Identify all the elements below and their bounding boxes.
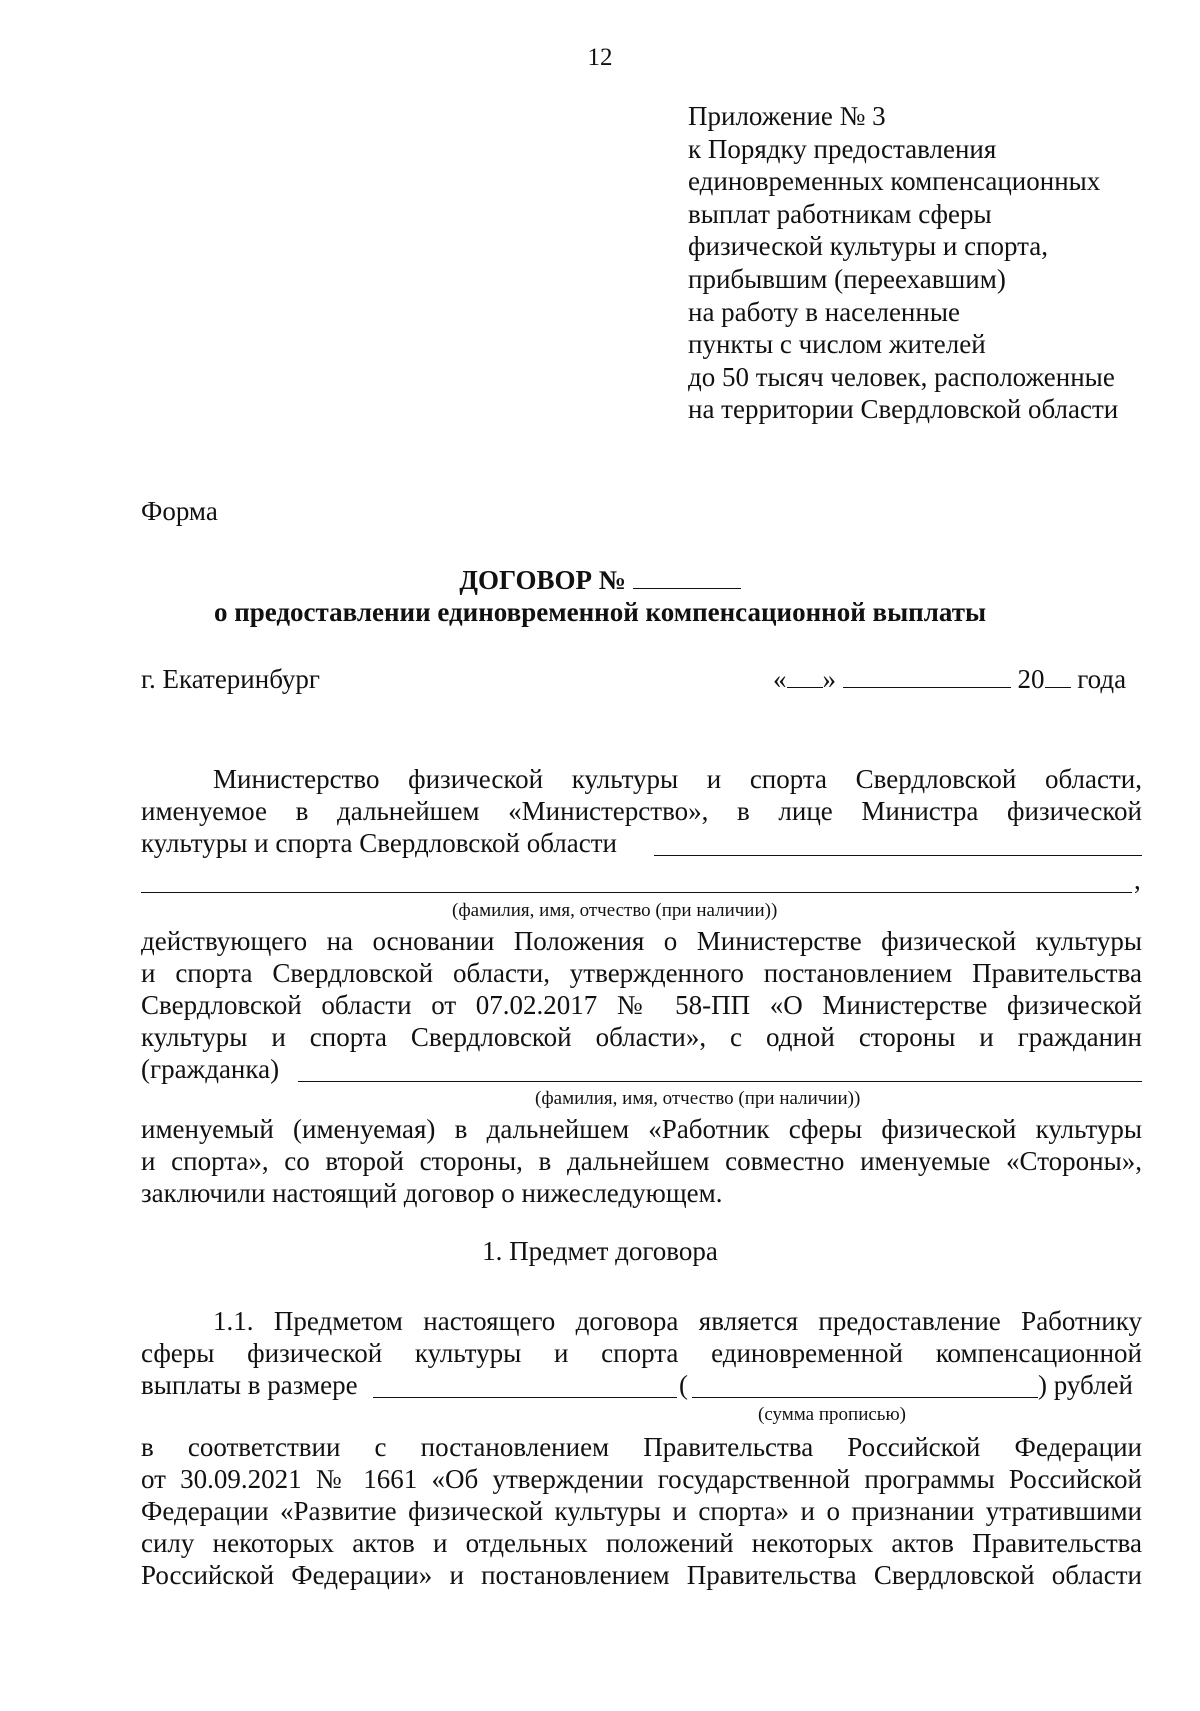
day-blank — [787, 665, 823, 688]
clause-line: сферы физической культуры и спорта единовременной компенсационной — [141, 1338, 1142, 1368]
clause-line: в соответствии с постановлением Правительства Российской Федерации — [141, 1432, 1142, 1462]
clause-line: Российской Федерации» и постановлением Правительства Свердловской области — [141, 1560, 1142, 1590]
appendix-line: на работу в населенные — [688, 296, 960, 327]
preamble-line: именуемое в дальнейшем «Министерство», в лице Министра физической — [141, 796, 1142, 826]
comma: , — [1134, 865, 1141, 895]
clause-line: от 30.09.2021 № 1661 «Об утверждении государственной программы Российской — [141, 1464, 1142, 1494]
preamble-line: действующего на основании Положения о Министерстве физической культуры — [141, 926, 1142, 956]
appendix-block — [688, 100, 1118, 426]
page-number: 12 — [587, 44, 613, 71]
citizen-name-blank — [298, 1081, 1142, 1082]
section-heading: 1. Предмет договора — [482, 1236, 718, 1266]
amount-blank — [373, 1397, 677, 1398]
appendix-line: до 50 тысяч человек, расположенные — [688, 361, 1115, 392]
appendix-line: физической культуры и спорта, — [688, 231, 1049, 262]
contract-number-blank — [633, 566, 741, 589]
contract-title-text: ДОГОВОР № — [459, 565, 626, 595]
appendix-line: прибывшим (переехавшим) — [688, 263, 1006, 294]
amount-words-blank — [692, 1397, 1038, 1398]
clause-line: Федерации «Развитие физической культуры и спорта» и о признании утратившими — [141, 1496, 1142, 1526]
preamble-line: и спорта», со второй стороны, в дальнейшем совместно именуемые «Стороны», — [141, 1146, 1142, 1176]
clause-line: выплаты в размере — [141, 1370, 358, 1400]
preamble-line: заключили настоящий договор о нижеследующем. — [141, 1178, 723, 1208]
form-label: Форма — [141, 496, 218, 526]
date-line: « » 20 года — [773, 664, 1127, 694]
year-blank — [1045, 665, 1071, 688]
preamble-line: Свердловской области от 07.02.2017 № 58-ПП «О Министерстве физической — [141, 990, 1142, 1020]
minister-name-blank — [654, 855, 1142, 856]
preamble-line: Министерство физической культуры и спорта Свердловской области, — [213, 764, 1142, 794]
open-paren: ( — [679, 1370, 688, 1400]
preamble-line: культуры и спорта Свердловской области», с одной стороны и гражданин — [141, 1022, 1142, 1052]
appendix-line: выплат работникам сферы — [688, 198, 992, 229]
preamble-line: культуры и спорта Свердловской области — [141, 828, 617, 858]
clause-line: силу некоторых актов и отдельных положений некоторых актов Правительства — [141, 1528, 1142, 1558]
name-hint: (фамилия, имя, отчество (при наличии)) — [452, 900, 778, 921]
appendix-line: пункты с числом жителей — [688, 329, 986, 360]
minister-name-blank-2 — [141, 892, 1132, 893]
contract-subtitle: о предоставлении единовременной компенсационной выплаты — [213, 597, 987, 627]
appendix-line: к Порядку предоставления — [688, 133, 997, 164]
place-of-signing: г. Екатеринбург — [141, 664, 320, 694]
amount-hint: (сумма прописью) — [758, 1404, 906, 1425]
clause-line: 1.1. Предметом настоящего договора является предоставление Работнику — [213, 1306, 1142, 1336]
month-blank — [843, 665, 1011, 688]
preamble-line: (гражданка) — [141, 1054, 280, 1084]
contract-title — [0, 565, 1200, 596]
appendix-line: Приложение № 3 — [688, 101, 886, 131]
preamble-line: и спорта Свердловской области, утвержденного постановлением Правительства — [141, 958, 1142, 988]
rubles-label: ) рублей — [1038, 1370, 1134, 1400]
name-hint: (фамилия, имя, отчество (при наличии)) — [535, 1088, 861, 1109]
preamble-line: именуемый (именуемая) в дальнейшем «Работник сферы физической культуры — [141, 1114, 1142, 1144]
appendix-line: на территории Свердловской области — [688, 394, 1119, 425]
appendix-line: единовременных компенсационных — [688, 166, 1101, 197]
